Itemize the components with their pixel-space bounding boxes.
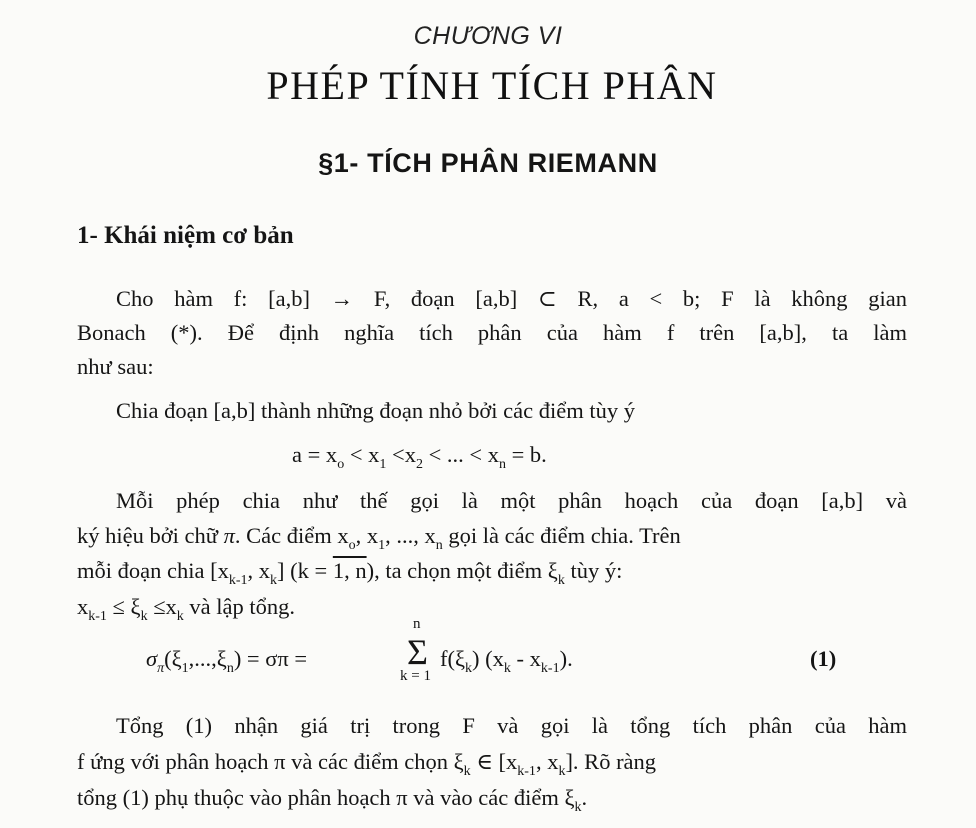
subscript: k (463, 764, 471, 779)
paragraph-3-line-4 (77, 592, 295, 622)
pi-subscript: π (157, 661, 165, 676)
text-span: ]. Rõ ràng (565, 749, 657, 774)
text-span: ∈ [x (470, 749, 518, 774)
riemann-sum-equation (120, 616, 860, 692)
paragraph-3-line-3 (77, 556, 622, 586)
text-span: gọi là các điểm chia. Trên (442, 523, 681, 548)
paragraph-4-line-1: Tổng (1) nhận giá trị trong F và gọi là tổng tích phân của hàm (116, 713, 907, 738)
pi-symbol: π (223, 523, 235, 548)
eq-part: < ... < x (422, 442, 499, 467)
paragraph-2-line-1: Chia đoạn [a,b] thành những đoạn nhỏ bởi các điểm tùy ý (116, 398, 635, 423)
text-span: ) = σπ = (233, 646, 308, 671)
paragraph-4-line-2 (77, 747, 656, 777)
paragraph-1-line-2: Bonach (*). Để định nghĩa tích phân của hàm f trên [a,b], ta làm (77, 320, 907, 345)
eq-sub: o (337, 457, 345, 472)
text-span: . (581, 785, 588, 810)
chapter-label: CHƯƠNG VI (413, 22, 563, 50)
subscript: k-1 (88, 609, 107, 624)
equation-lhs (146, 646, 308, 676)
subsection-heading: 1- Khái niệm cơ bản (77, 222, 294, 249)
range-overline: 1, n (332, 558, 367, 583)
eq-sub: 2 (415, 457, 423, 472)
sigma-symbol: σ (146, 646, 158, 671)
eq-sub: n (498, 457, 506, 472)
subscript: k (270, 573, 278, 588)
paragraph-3-line-2 (77, 521, 681, 551)
text-span: f(ξ (440, 646, 466, 671)
paragraph-4-line-3 (77, 783, 587, 813)
text-span: và lập tổng. (183, 594, 296, 619)
subscript: k (557, 573, 565, 588)
text-span: f ứng với phân hoạch π và các điểm chọn ξ (77, 749, 464, 774)
text-span: ] (k = (277, 558, 333, 583)
section-heading: §1- TÍCH PHÂN RIEMANN (318, 148, 658, 178)
eq-sub: 1 (379, 457, 387, 472)
page-title: PHÉP TÍNH TÍCH PHÂN (266, 63, 718, 108)
subscript: k (465, 661, 473, 676)
subscript: k (176, 609, 184, 624)
text-span: - x (510, 646, 541, 671)
text-span: ). (559, 646, 573, 671)
eq-part: <x (386, 442, 416, 467)
text-span: ,...,ξ (188, 646, 227, 671)
paragraph-3-line-1: Mỗi phép chia như thế gọi là một phân hoạch của đoạn [a,b] và (116, 488, 907, 513)
text-span: , x (535, 749, 559, 774)
text-span: , x (247, 558, 271, 583)
text-span: ) (x (472, 646, 504, 671)
eq-part: a = x (292, 442, 338, 467)
equation-rhs (440, 646, 573, 676)
paragraph-1-line-1: Cho hàm f: [a,b] → F, đoạn [a,b] ⊂ R, a < b; F là không gian (116, 286, 907, 311)
text-span: tổng (1) phụ thuộc vào phân hoạch π và vào các điểm ξ (77, 785, 575, 810)
subscript: k-1 (228, 573, 248, 588)
summation-symbol: Σ (407, 632, 428, 672)
subscript: k (503, 661, 511, 676)
subscript: k (140, 609, 148, 624)
subscript: n (435, 538, 443, 553)
eq-part: < x (344, 442, 380, 467)
subscript: k (558, 764, 566, 779)
text-span: (ξ (164, 646, 182, 671)
subscript: k-1 (540, 661, 560, 676)
text-span: , x (355, 523, 379, 548)
text-span: mỗi đoạn chia [x (77, 558, 229, 583)
subscript: k-1 (517, 764, 536, 779)
subscript: n (226, 661, 234, 676)
sum-lower-limit: k = 1 (400, 668, 431, 684)
paragraph-1-line-3: như sau: (77, 354, 154, 379)
text-span: ký hiệu bởi chữ (77, 523, 224, 548)
text-span: ≤x (147, 594, 177, 619)
subscript: o (348, 538, 356, 553)
text-span: , ..., x (385, 523, 436, 548)
text-span: . Các điểm x (234, 523, 349, 548)
sum-upper-limit: n (413, 616, 421, 632)
equation-number: (1) (810, 646, 837, 671)
text-span: x (77, 594, 89, 619)
text-span: ), ta chọn một điểm ξ (366, 558, 558, 583)
eq-part: = b. (505, 442, 547, 467)
partition-equation (292, 440, 547, 470)
subscript: 1 (181, 661, 189, 676)
subscript: 1 (378, 538, 386, 553)
text-span: ≤ ξ (106, 594, 141, 619)
text-span: tùy ý: (564, 558, 623, 583)
subscript: k (574, 800, 582, 815)
